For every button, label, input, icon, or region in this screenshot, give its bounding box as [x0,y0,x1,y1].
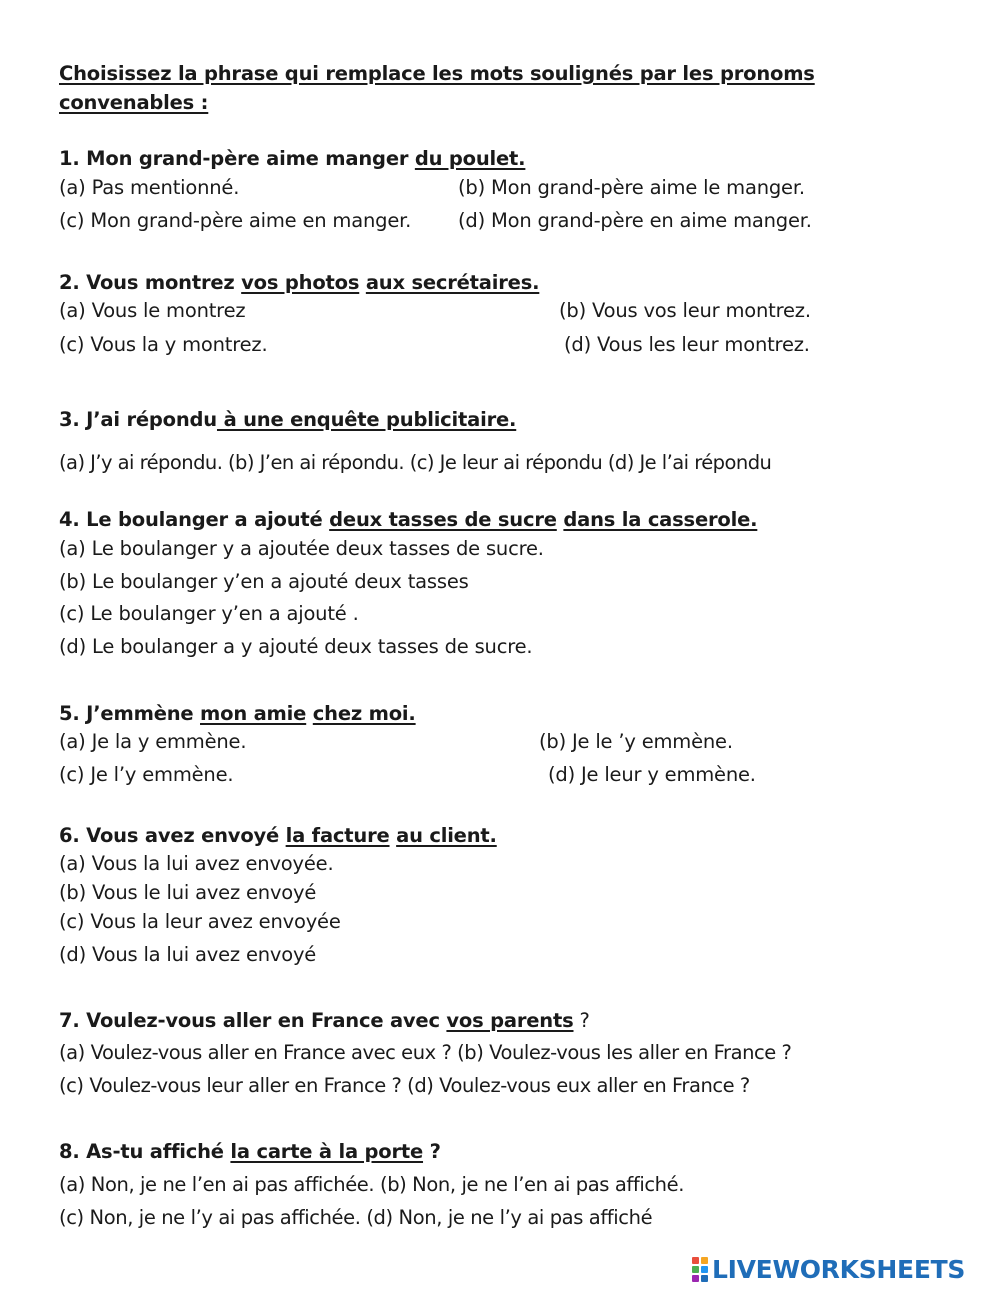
question-3-underlined-1: à une enquête publicitaire. [216,408,517,431]
instructions-line-1: Choisissez la phrase qui remplace les mots soulignés par les pronoms [59,62,815,85]
question-4-underlined-2: dans la casserole. [563,508,758,531]
question-7 [59,1009,590,1032]
question-6-underlined-2: au client. [396,824,497,847]
question-2-underlined-2: aux secrétaires. [365,271,540,294]
question-6-text: 6. Vous avez envoyé [59,824,286,847]
question-4-text: 4. Le boulanger a ajouté [59,508,330,531]
question-4 [59,508,757,531]
q7-options-line-1: (a) Voulez-vous aller en France avec eux ? (b) Voulez-vous les aller en France ? [59,1041,792,1064]
q2-option-d: (d) Vous les leur montrez. [564,333,810,356]
q6-option-b: (b) Vous le lui avez envoyé [59,881,317,904]
question-7-text: 7. Voulez-vous aller en France avec [59,1009,447,1032]
question-8 [59,1140,441,1163]
q5-option-d: (d) Je leur y emmène. [548,763,756,786]
question-2-text: 2. Vous montrez [59,271,242,294]
question-5-underlined-1: mon amie [200,702,307,725]
q4-option-b: (b) Le boulanger y’en a ajouté deux tasses [59,570,469,593]
q6-option-a: (a) Vous la lui avez envoyée. [59,852,334,875]
q6-option-c: (c) Vous la leur avez envoyée [59,910,341,933]
question-3-text: 3. J’ai répondu [59,408,217,431]
q3-options: (a) J’y ai répondu. (b) J’en ai répondu. (c) Je leur ai répondu (d) Je l’ai répondu [59,451,772,474]
q7-options-line-2: (c) Voulez-vous leur aller en France ? (d) Voulez-vous eux aller en France ? [59,1074,750,1097]
question-8-underlined-1: la carte à la porte [230,1140,424,1163]
q1-option-c: (c) Mon grand-père aime en manger. [59,209,412,232]
q5-option-c: (c) Je l’y emmène. [59,763,234,786]
q1-option-b: (b) Mon grand-père aime le manger. [458,176,805,199]
q4-option-a: (a) Le boulanger y a ajoutée deux tasses de sucre. [59,537,544,560]
question-3 [59,408,516,431]
q2-option-b: (b) Vous vos leur montrez. [559,299,811,322]
question-8-text: 8. As-tu affiché [59,1140,231,1163]
question-4-underlined-1: deux tasses de sucre [329,508,557,531]
q6-option-d: (d) Vous la lui avez envoyé [59,943,317,966]
q5-option-a: (a) Je la y emmène. [59,730,247,753]
question-1 [59,147,525,170]
q1-option-d: (d) Mon grand-père en aime manger. [458,209,812,232]
q8-options-line-2: (c) Non, je ne l’y ai pas affichée. (d) Non, je ne l’y ai pas affiché [59,1206,653,1229]
liveworksheets-logo-text: LIVEWORKSHEETS [712,1254,966,1284]
instructions-line-2: convenables : [59,91,209,114]
q4-option-c: (c) Le boulanger y’en a ajouté . [59,602,359,625]
question-5-underlined-2: chez moi. [312,702,416,725]
q5-option-b: (b) Je le ’y emmène. [539,730,733,753]
question-2-underlined-1: vos photos [241,271,360,294]
question-7-underlined-1: vos parents [446,1009,574,1032]
question-6-underlined-1: la facture [285,824,390,847]
question-2 [59,271,539,294]
question-5-text: 5. J’emmène [59,702,201,725]
q2-option-c: (c) Vous la y montrez. [59,333,268,356]
q8-options-line-1: (a) Non, je ne l’en ai pas affichée. (b) Non, je ne l’en ai pas affiché. [59,1173,685,1196]
question-8-suffix: ? [423,1140,441,1163]
question-1-text: 1. Mon grand-père aime manger [59,147,415,170]
question-7-suffix: ? [573,1009,590,1032]
liveworksheets-logo [692,1252,965,1286]
q2-option-a: (a) Vous le montrez [59,299,246,322]
question-5 [59,702,416,725]
question-1-underlined-1: du poulet. [414,147,526,170]
q1-option-a: (a) Pas mentionné. [59,176,240,199]
liveworksheets-logo-icon [692,1257,708,1282]
q4-option-d: (d) Le boulanger a y ajouté deux tasses de sucre. [59,635,533,658]
question-6 [59,824,497,847]
